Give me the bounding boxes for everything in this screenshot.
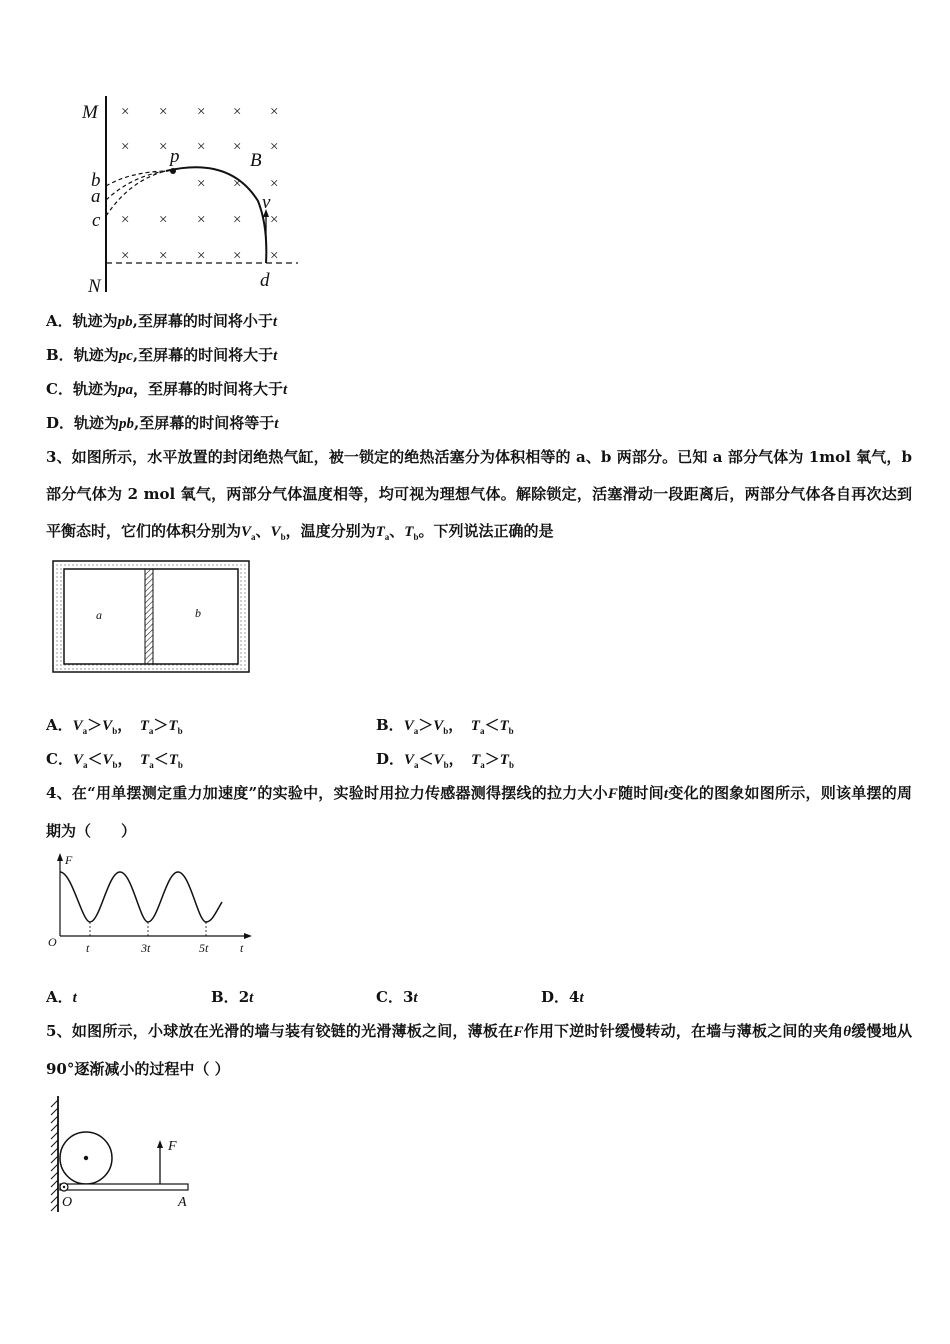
tick-t: t: [86, 941, 90, 955]
field-crosses: [121, 104, 278, 264]
svg-text:×: ×: [233, 104, 242, 120]
svg-text:v: v: [262, 192, 271, 213]
svg-text:d: d: [260, 270, 270, 291]
svg-text:×: ×: [159, 139, 168, 155]
svg-text:F: F: [65, 853, 73, 867]
q5-stem: 5、如图所示，小球放在光滑的墙与装有铰链的光滑薄板之间，薄板在F作用下逆时针缓慢转动，在墙与薄板之间的夹角θ缓慢地从 90°逐渐减小的过程中（ ）: [46, 1022, 912, 1078]
svg-text:×: ×: [121, 212, 130, 228]
q2-option-a[interactable]: A．轨迹为pb,至屏幕的时间将小于t: [46, 312, 278, 330]
svg-text:O: O: [62, 1195, 73, 1210]
q3-option-b[interactable]: B．$V_a>V_b$， $T_a<T_b$: [376, 716, 514, 736]
trajectory-pc: [106, 171, 166, 216]
svg-text:×: ×: [197, 139, 206, 155]
cylinder-figure: [52, 560, 252, 675]
svg-text:t: t: [240, 941, 244, 955]
q3-option-c[interactable]: C．$V_a<V_b$， $T_a<T_b$: [46, 750, 183, 770]
q2-option-c[interactable]: C．轨迹为pa，至屏幕的时间将大于t: [46, 380, 288, 398]
svg-text:×: ×: [159, 248, 168, 264]
svg-text:A: A: [178, 1195, 187, 1210]
q2-option-d[interactable]: D．轨迹为pb,至屏幕的时间将等于t: [46, 414, 279, 432]
svg-text:×: ×: [121, 139, 130, 155]
svg-text:×: ×: [270, 248, 279, 264]
svg-text:N: N: [88, 276, 101, 296]
q4-stem: 4、在“用单摆测定重力加速度”的实验中，实验时用拉力传感器测得摆线的拉力大小F随时间t变化的图象如图所示，则该单摆的周期为（ ）: [46, 784, 912, 840]
svg-text:×: ×: [233, 212, 242, 228]
svg-text:×: ×: [233, 176, 242, 192]
svg-text:×: ×: [197, 248, 206, 264]
trajectory-pa: [106, 171, 166, 200]
piston: [145, 569, 153, 664]
q4-option-c[interactable]: C．3t: [376, 988, 418, 1006]
svg-text:F: F: [168, 1139, 177, 1154]
q4-option-b[interactable]: B．2t: [211, 988, 254, 1006]
tick-5t: 5t: [199, 941, 209, 955]
svg-text:×: ×: [197, 212, 206, 228]
svg-text:×: ×: [121, 104, 130, 120]
svg-text:a: a: [91, 186, 101, 207]
q3-option-a[interactable]: A．$V_a>V_b$， $T_a>T_b$: [46, 716, 183, 736]
svg-text:×: ×: [159, 212, 168, 228]
svg-text:×: ×: [270, 212, 279, 228]
svg-text:M: M: [82, 102, 98, 123]
ball-board-figure: [44, 1092, 204, 1217]
svg-text:b: b: [195, 606, 201, 620]
magnetic-field-figure: [80, 96, 305, 296]
point-p: [170, 168, 176, 174]
q2-option-b[interactable]: B．轨迹为pc,至屏幕的时间将大于t: [46, 346, 278, 364]
svg-text:×: ×: [159, 104, 168, 120]
svg-text:b: b: [91, 170, 101, 191]
svg-text:O: O: [48, 935, 57, 949]
force-time-graph: [44, 850, 254, 960]
q4-option-a[interactable]: A．t: [46, 988, 77, 1006]
tick-3t: 3t: [141, 941, 151, 955]
svg-text:×: ×: [197, 176, 206, 192]
q3-option-d[interactable]: D．$V_a<V_b$， $T_a>T_b$: [376, 750, 514, 770]
svg-text:a: a: [96, 608, 102, 622]
q3-stem: 3、如图所示，水平放置的封闭绝热气缸，被一锁定的绝热活塞分为体积相等的 a、b 两部分。已知 a 部分气体为 1mol 氧气，b 部分气体为 2 mol 氧气，两部分气体温度相等，均可视为理想气体。解除锁定，活塞滑动一段距离后，两部分气体各自再次达到平衡态时，它们的体积分别为$V_a$、$V_b$，温度分别为$T_a$、$T_b$。下列说法正确的是: [46, 448, 912, 542]
q4-option-d[interactable]: D．4t: [541, 988, 584, 1006]
svg-text:c: c: [92, 210, 101, 231]
svg-text:×: ×: [270, 104, 279, 120]
svg-text:×: ×: [121, 248, 130, 264]
svg-text:×: ×: [197, 104, 206, 120]
svg-text:p: p: [170, 146, 180, 167]
svg-text:×: ×: [270, 139, 279, 155]
force-curve: [60, 872, 222, 922]
board: [60, 1184, 188, 1190]
svg-text:×: ×: [233, 139, 242, 155]
svg-text:×: ×: [270, 176, 279, 192]
trajectory-solid: [166, 167, 266, 263]
svg-text:×: ×: [233, 248, 242, 264]
svg-text:B: B: [250, 150, 262, 171]
